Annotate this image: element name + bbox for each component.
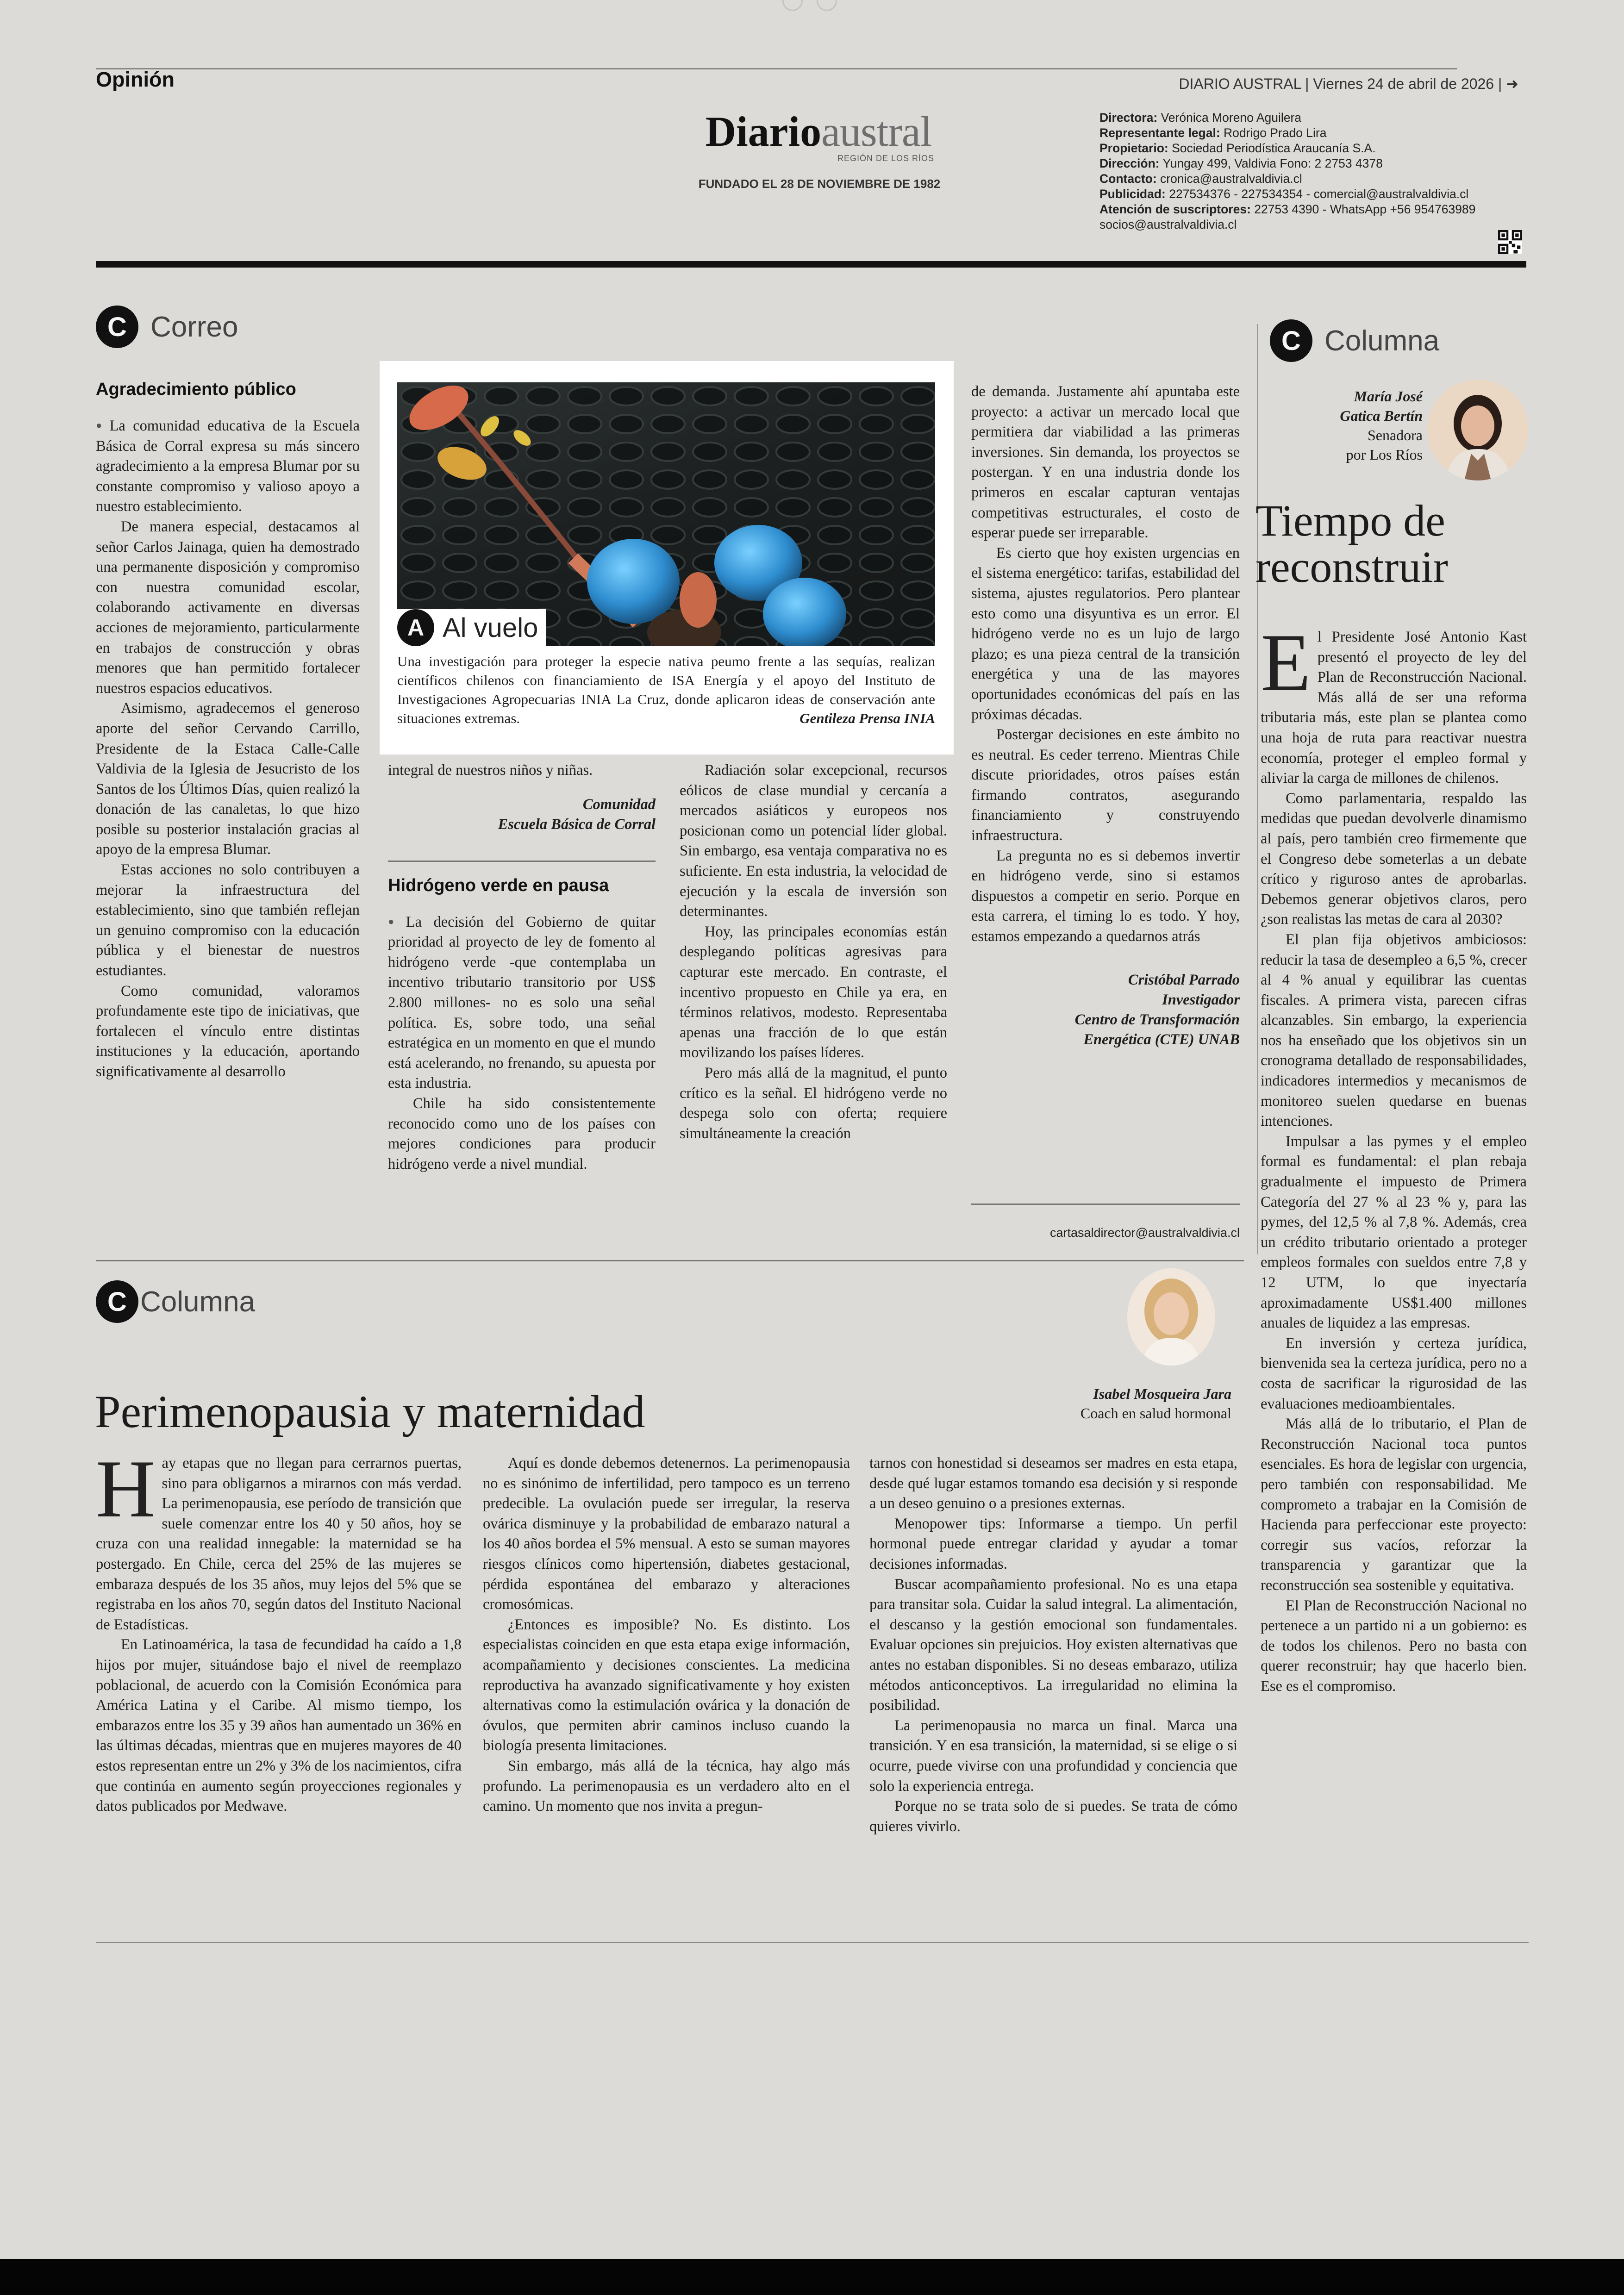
columna-right-paragraph: Como parlamentaria, respaldo las medidas que puedan devolverle dinamismo al país, pero también creo firmemente que el Congreso debe someterlas a un debate crítico y riguroso antes de aprobarlas. Debemos generar objetivos claros, pero ¿son realistas las metas de cara al 2030? <box>1261 790 1527 928</box>
paper-date-line <box>1148 75 1518 93</box>
letter1-paragraph: Asimismo, agradecemos el generoso aporte del señor Cervando Carrillo, Presidente de la Estaca Calle-Calle Valdivia de la Iglesia de Jesucristo de los Santos de los Últimos Días, quien realizó la donación de las canaletas, lo que hizo posible su posterior instalación gracias al apoyo de la empresa Blumar. <box>96 700 360 858</box>
page-bottom-rule <box>96 1942 1529 1943</box>
letter1-signature: Comunidad Escuela Básica de Corral <box>498 796 656 833</box>
columna-right-paragraph: En inversión y certeza jurídica, bienvenida sea la certeza jurídica, pero no a costa de sacrificar la rigurosidad de las evaluaciones medioambientales. <box>1261 1335 1527 1412</box>
headline-line: Tiempo de <box>1255 496 1445 545</box>
author-photo-mosqueira <box>1127 1268 1215 1366</box>
peumo-photo <box>397 382 935 646</box>
letter1-paragraph: integral de nuestros niños y niñas. <box>388 762 593 779</box>
letter1-paragraph: ● La comunidad educativa de la Escuela Básica de Corral expresa su más sincero agradecimiento a la empresa Blumar por su constante compromiso y valioso apoyo a nuestro establecimiento. <box>96 415 360 517</box>
letter2-paragraph: Hoy, las principales economías están desplegando políticas agresivas para capturar este mercado. En contraste, el incentivo propuesto en Chile ya era, en términos relativos, modesto. Representaba apenas una fracción de lo que están movilizando los países líderes. <box>680 923 947 1061</box>
author-role-line: Coach en salud hormonal <box>1080 1405 1231 1422</box>
letter2-paragraph: Pero más allá de la magnitud, el punto crítico es la señal. El hidrógeno verde no despega solo con oferta; requiere simultáneamente la creación <box>680 1064 947 1142</box>
masthead-staff <box>1099 110 1516 232</box>
header-top-rule <box>96 68 1457 69</box>
brand-light: austral <box>821 108 932 155</box>
al-vuelo-badge: A <box>397 609 434 646</box>
staff-line: Representante legal: Rodrigo Prado Lira <box>1099 126 1327 140</box>
letter1-paragraph: Estas acciones no solo contribuyen a mejorar la infraestructura del establecimiento, sino que también reflejan un genuino compromiso con la educación pública y el bienestar de nuestros estudiantes. <box>96 861 360 979</box>
brand-name <box>698 109 939 154</box>
staff-line: Atención de suscriptores: 22753 4390 - WhatsApp +56 954763989 <box>1099 202 1476 216</box>
columna-bottom-title: Columna <box>140 1285 256 1318</box>
author-photo-gatica <box>1427 380 1528 480</box>
page-indicator[interactable] <box>782 0 837 11</box>
bottom-section-rule <box>96 1260 1244 1261</box>
viewer-bottom-bar <box>0 2259 1624 2295</box>
columna-right-paragraph: Más allá de lo tributario, el Plan de Reconstrucción Nacional toca puntos esenciales. Es hora de legislar con urgencia, pero también con responsabilidad. Me comprometo a trabajar en la Comisión de Hacienda para perfeccionar este proyecto: corregir sus vacíos, reforzar la transparencia y garantizar que la reconstrucción sea sostenible y equitativa. <box>1261 1416 1527 1594</box>
columna-bottom-headline: Perimenopausia y maternidad <box>95 1386 645 1437</box>
columna-bottom-paragraph: Hay etapas que no llegan para cerrarnos puertas, sino para obligarnos a mirarnos con más verdad. La perimenopausia, ese período de transición que suele comenzar entre los 40 y 50 años, hoy se cruza con una realidad innegable: la maternidad se ha postergado. En Chile, cerca del 25% de las mujeres se embaraza después de los 35 años, muy lejos del 5% que se registraba en los años 70, según datos del Instituto Nacional de Estadísticas. <box>96 1443 462 1633</box>
columna-right-body <box>1261 617 1527 1696</box>
author-portrait-image <box>1427 380 1528 480</box>
staff-line: Dirección: Yungay 499, Valdivia Fono: 2 2753 4378 <box>1099 156 1383 170</box>
author-name-line: María José <box>1354 388 1423 405</box>
author-role-line: por Los Ríos <box>1346 446 1423 463</box>
letter1-heading: Agradecimiento público <box>96 380 296 399</box>
author-name-line: Isabel Mosqueira Jara <box>1093 1385 1231 1402</box>
staff-line: Contacto: cronica@australvaldivia.cl <box>1099 172 1302 186</box>
columna-bottom-col2 <box>483 1453 850 1817</box>
masthead-logo <box>698 109 939 163</box>
brand-bold: Diario <box>705 108 822 155</box>
letter1-col1 <box>96 380 360 1082</box>
section-label: Opinión <box>96 68 175 91</box>
qr-code-icon <box>1498 230 1522 254</box>
columna-right-paragraph: Impulsar a las pymes y el empleo formal es fundamental: el plan rebaja gradualmente el impuesto de Primera Categoría del 27 % al 23 % y, para las pymes, del 12,5 % al 7,8 %. Además, crea un crédito tributario orientado a proteger empleos formales con sueldos entre 7,8 y 12 UTM, lo que inyectaría aproximadamente US$1.400 millones anuales de liquidez a las empresas. <box>1261 1133 1527 1332</box>
columna-bottom-paragraph: ¿Entonces es imposible? No. Es distinto. Los especialistas coinciden en que esta etapa exige información, acompañamiento y decisiones conscientes. La medicina reproductiva ha avanzado significativamente y hoy existen alternativas como la estimulación ovárica y la donación de óvulos, que permiten abrir caminos incluso cuando la biología presenta limitaciones. <box>483 1616 850 1754</box>
letter2-paragraph: de demanda. Justamente ahí apuntaba este proyecto: a activar un mercado local que permitiera dar viabilidad a las primeras inversiones. Sin demanda, los proyectos se postergan. Y en una industria donde los primeros en escalar capturan ventajas competitivas estructurales, el costo de esperar puede ser irreparable. <box>971 383 1240 542</box>
columna-right-headline <box>1255 498 1533 590</box>
columna-right-header <box>1270 319 1439 362</box>
brand-region: REGIÓN DE LOS RÍOS <box>837 154 934 163</box>
al-vuelo-label <box>397 609 546 646</box>
letter2-heading: Hidrógeno verde en pausa <box>388 875 609 895</box>
staff-line: Publicidad: 227534376 - 227534354 - comercial@australvaldivia.cl <box>1099 187 1469 201</box>
photo-caption: Una investigación para proteger la especie nativa peumo frente a las sequías, realizan científicos chilenos con financiamiento de ISA Energía y el apoyo del Instituto de Investigaciones Agropecuarias INIA La Cruz, donde aplicaron ideas de conservación ante situaciones extremas. Gentileza Prensa INIA <box>397 652 935 728</box>
photo-credit: Gentileza Prensa INIA <box>800 710 935 726</box>
columna-bottom-paragraph: La perimenopausia no marca un final. Marca una transición. Y en esa transición, la maternidad, si se elige o si ocurre, puede vivirse con una profundidad y conciencia que solo la experiencia entrega. <box>869 1717 1237 1795</box>
columna-bottom-paragraph: Buscar acompañamiento profesional. No es una etapa para transitar sola. Cuidar la salud integral. La alimentación, el descanso y la gestión emocional son fundamentales. Evaluar opciones sin prejuicios. Hoy existen alternativas que antes no estaban disponibles. Si no deseas embarazo, utiliza métodos anticonceptivos. La irregularidad no elimina la posibilidad. <box>869 1576 1237 1714</box>
columna-bottom-header <box>96 1280 255 1323</box>
dropcap-h: H <box>96 1443 156 1534</box>
paper-date: DIARIO AUSTRAL | Viernes 24 de abril de 2026 | <box>1179 75 1502 92</box>
letter2-paragraph: Chile ha sido consistentemente reconocido como uno de los países con mejores condiciones para producir hidrógeno verde a nivel mundial. <box>388 1095 656 1172</box>
letter2-paragraph: Postergar decisiones en este ámbito no es neutral. Es ceder terreno. Mientras Chile discute prioridades, otros países están firmando contratos, asegurando financiamiento y construyendo infraestructura. <box>971 726 1240 844</box>
columna-right-paragraph: El Presidente José Antonio Kast presentó el proyecto de ley del Plan de Reconstrucción Nacional. Más allá de ser una reforma tributaria más, este plan se plantea como una hoja de ruta para reactivar nuestra economía, proteger el empleo formal y aliviar la carga de millones de chilenos. <box>1261 617 1527 787</box>
correo-badge: C <box>96 306 138 348</box>
columna-bottom-paragraph: Sin embargo, más allá de la técnica, hay algo más profundo. La perimenopausia es un verdadero alto en el camino. Un momento que nos invita a pregun- <box>483 1757 850 1815</box>
columna-bottom-author <box>972 1384 1231 1423</box>
peumo-seedling-image <box>397 382 935 646</box>
letter2-paragraph: La pregunta no es si debemos invertir en hidrógeno verde, sino si estamos dispuestos a competir en serio. Porque en esta carrera, el timing lo es todo. Y hoy, estamos empezando a quedarnos atrás <box>971 847 1240 945</box>
columna-bottom-col3 <box>869 1453 1237 1837</box>
columna-right-paragraph: El Plan de Reconstrucción Nacional no pertenece a un partido ni a un gobierno: es de todos los chilenos. Pero no basta con querer reconstruir; hay que hacerlo bien. Ese es el compromiso. <box>1261 1597 1527 1695</box>
correo-col4 <box>971 382 1240 1050</box>
correo-title: Correo <box>150 311 238 343</box>
columna-right-author <box>1270 387 1423 464</box>
letter1-paragraph: Como comunidad, valoramos profundamente este tipo de iniciativas, que fortalecen el vínculo entre distintas instituciones y la educación, aportando significativamente al desarrollo <box>96 982 360 1080</box>
columna-bottom-paragraph: En Latinoamérica, la tasa de fecundidad ha caído a 1,8 hijos por mujer, situándose bajo el nivel de reemplazo poblacional, de acuerdo con la Comisión Económica para América Latina y el Caribe. Al mismo tiempo, los embarazos entre los 35 y 39 años han aumentado un 36% en las últimas décadas, mientras que en mujeres mayores de 40 estos representan entre un 2% y 3% de los nacimientos, cifra que continúa en aumento según proyecciones regionales y datos publicados por Medwave. <box>96 1636 462 1815</box>
photo-caption-wrap <box>397 652 935 728</box>
columna-bottom-paragraph: Aquí es donde debemos detenernos. La perimenopausia no es sinónimo de infertilidad, pero tampoco es un terreno predecible. La ovulación puede ser irregular, la reserva ovárica disminuye y la probabilidad de embarazo natural a los 40 años bordea el 5% mensual. A esto se suman mayores riesgos clínicos como hipertensión, diabetes gestacional, pérdida espontánea del embarazo y alteraciones cromosómicas. <box>483 1455 850 1613</box>
founded-line: FUNDADO EL 28 DE NOVIEMBRE DE 1982 <box>698 177 941 191</box>
email-rule <box>971 1204 1240 1205</box>
columna-right-title: Columna <box>1324 324 1440 357</box>
columna-bottom-col1 <box>96 1443 462 1817</box>
author-portrait-image <box>1127 1268 1215 1366</box>
columna-bottom-paragraph: tarnos con honestidad si deseamos ser madres en esta etapa, desde qué lugar estamos tomando esa decisión y si responde a un deseo genuino o a presiones externas. <box>869 1455 1237 1512</box>
columna-bottom-badge: C <box>96 1280 138 1323</box>
columna-right-badge: C <box>1270 319 1312 362</box>
letter2-signature: Cristóbal Parrado Investigador Centro de Transformación Energética (CTE) UNAB <box>1074 971 1240 1048</box>
letter2-paragraph: Es cierto que hoy existen urgencias en el sistema energético: tarifas, estabilidad del sistema, ajustes regulatorios. Pero plantear esto como una disyuntiva es un error. El hidrógeno verde no es un lujo de largo plazo; es una pieza central de la transición energética y una de las mayores oportunidades económicas del país en las próximas décadas. <box>971 544 1240 723</box>
letters-email[interactable]: cartasaldirector@australvaldivia.cl <box>1049 1226 1240 1240</box>
al-vuelo-title: Al vuelo <box>443 612 538 643</box>
page-arrow-icon: ➜ <box>1506 75 1518 92</box>
masthead-bottom-rule <box>96 261 1526 268</box>
columna-right-paragraph: El plan fija objetivos ambiciosos: reducir la tasa de desempleo a 6,5 %, crecer al 4 % anual y equilibrar las cuentas fiscales. A primera vista, parecen cifras alcanzables. Sin embargo, la experiencia nos ha enseñado que los objetivos sin un cronograma detallado de responsabilidades, indicadores intermedios y mecanismos de monitoreo suelen quedarse en buenas intenciones. <box>1261 931 1527 1130</box>
column-separator <box>1257 324 1258 1254</box>
headline-line: reconstruir <box>1255 542 1448 592</box>
staff-line: Propietario: Sociedad Periodística Araucanía S.A. <box>1099 141 1376 155</box>
letter2-paragraph: Radiación solar excepcional, recursos eólicos de clase mundial y cercanía a mercados asiáticos y europeos nos posicionan como un potencial líder global. Sin embargo, esa ventaja comparativa no es suficiente. En esta industria, la velocidad de ejecución y la escala de inversión son determinantes. <box>680 762 947 920</box>
correo-header <box>96 306 238 348</box>
staff-line: socios@australvaldivia.cl <box>1099 218 1237 231</box>
author-role-line: Senadora <box>1367 427 1423 443</box>
columna-bottom-paragraph: Menopower tips: Informarse a tiempo. Un perfil hormonal puede entregar claridad y ayudar a tomar decisiones informadas. <box>869 1515 1237 1572</box>
columna-bottom-paragraph: Porque no se trata solo de si puedes. Se trata de cómo quieres vivirlo. <box>869 1798 1237 1835</box>
correo-col2 <box>388 761 656 1174</box>
author-name-line: Gatica Bertín <box>1340 407 1423 424</box>
dropcap-e: E <box>1261 617 1311 708</box>
staff-line: Directora: Verónica Moreno Aguilera <box>1099 111 1302 125</box>
letter-divider <box>388 861 656 862</box>
correo-col3 <box>680 761 947 1144</box>
letter2-paragraph: ● La decisión del Gobierno de quitar prioridad al proyecto de ley de fomento al hidrógeno verde -que contemplaba un incentivo tributario transitorio por US$ 2.800 millones- no es solo una señal política. Es, sobre todo, una señal estratégica en un momento en que el mundo está acelerando, no frenando, su apuesta por esta industria. <box>388 911 656 1094</box>
letter1-paragraph: De manera especial, destacamos al señor Carlos Jainaga, quien ha demostrado una permanente disposición y compromiso con nuestra comunidad escolar, colaborando activamente en diversas acciones de mejoramiento, particularmente en trabajos de construcción y obras menores que han permitido fortalecer nuestros espacios educativos. <box>96 518 360 697</box>
